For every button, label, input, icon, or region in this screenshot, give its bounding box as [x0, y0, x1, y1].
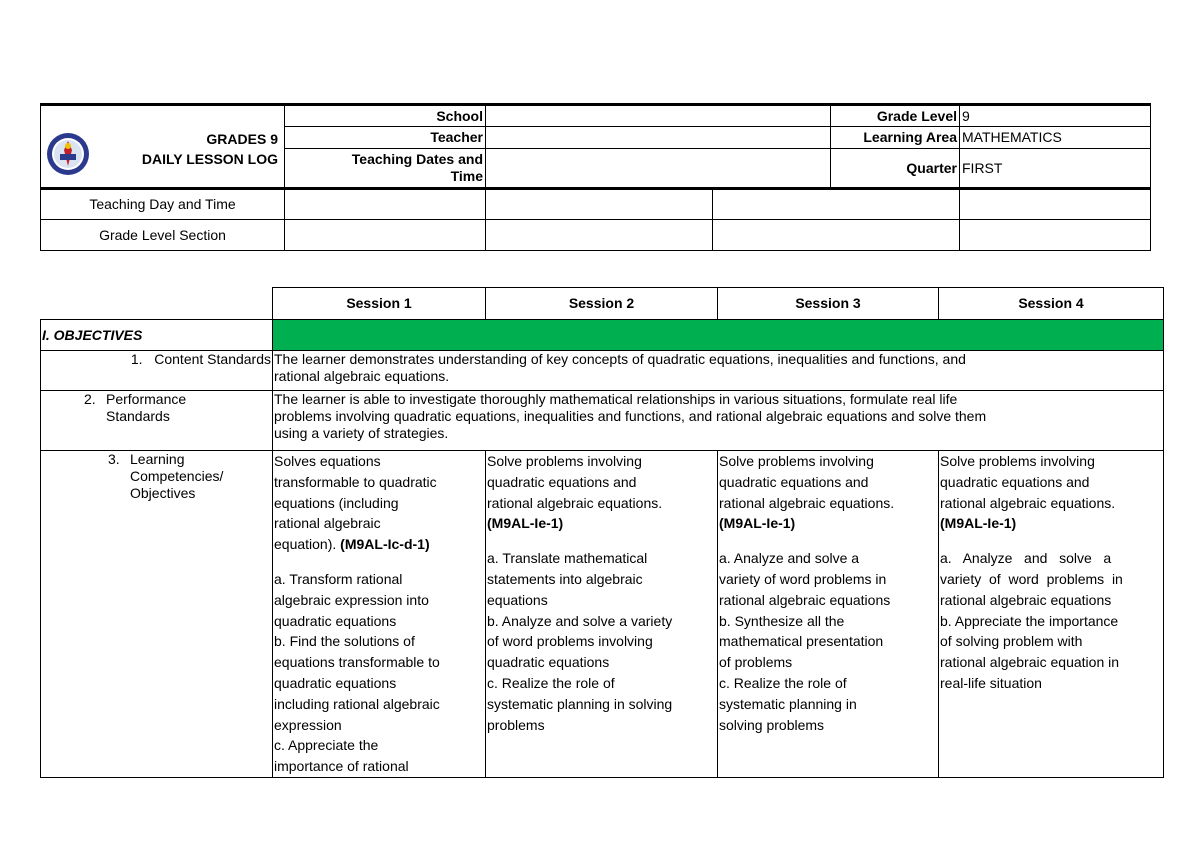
grade-level-section-label: Grade Level Section: [41, 220, 285, 251]
s2-line: Solve problems involving: [487, 453, 642, 469]
teaching-dates-label-line1: Teaching Dates and: [351, 151, 483, 168]
s1-line: equations (including: [274, 494, 399, 511]
s3-obj: a. Analyze and solve a: [719, 550, 860, 567]
session-4-objectives: [939, 451, 1164, 778]
s4-obj: variety of word problems in: [940, 570, 1123, 587]
session-4-header: Session 4: [939, 288, 1164, 320]
s4-line: quadratic equations and: [940, 473, 1090, 490]
performance-label-line2: Standards: [106, 407, 170, 424]
session-1-header: Session 1: [273, 288, 486, 320]
performance-standards-value: [273, 391, 1164, 451]
s2-obj: a. Translate mathematical: [487, 550, 648, 567]
s2-obj: c. Realize the role of: [487, 674, 615, 691]
quarter-label: Quarter: [831, 149, 960, 189]
s4-competency-code: (M9AL-Ie-1): [940, 515, 1017, 532]
learning-label-line2: Competencies/: [130, 467, 224, 484]
objectives-table: [40, 287, 1164, 778]
section-field-3[interactable]: [713, 220, 960, 251]
s3-obj: mathematical presentation: [719, 633, 884, 650]
learning-label-line1: Learning: [130, 451, 185, 467]
s3-obj: c. Realize the role of: [719, 674, 847, 691]
s1-line: Solves equations: [274, 453, 381, 469]
school-field[interactable]: [486, 105, 831, 127]
s4-line: Solve problems involving: [940, 453, 1095, 469]
s4-obj: a. Analyze and solve a: [940, 550, 1112, 567]
s4-line: rational algebraic equations.: [940, 494, 1116, 511]
content-standards-value: [273, 351, 1164, 391]
learning-competencies-label: [41, 451, 273, 778]
s3-obj: rational algebraic equations: [719, 591, 891, 608]
s3-competency-code: (M9AL-Ie-1): [719, 515, 796, 532]
teaching-dates-label: [285, 149, 486, 189]
deped-seal-icon: [46, 132, 90, 176]
s1-obj: a. Transform rational: [274, 570, 403, 587]
content-standards-line1: The learner demonstrates understanding of key concepts of quadratic equations, inequalities and functions, and: [274, 351, 966, 367]
performance-line3: using a variety of strategies.: [274, 424, 449, 441]
s3-obj: systematic planning in: [719, 695, 857, 712]
day-time-field-2[interactable]: [486, 189, 713, 220]
s2-obj: of word problems involving: [487, 633, 653, 650]
s4-obj: of solving problem with: [940, 633, 1083, 650]
s1-line: transformable to quadratic: [274, 473, 437, 490]
objectives-heading: I. OBJECTIVES: [41, 320, 273, 351]
learning-area-value[interactable]: MATHEMATICS: [960, 127, 1151, 149]
section-field-1[interactable]: [285, 220, 486, 251]
session-2-header: Session 2: [486, 288, 718, 320]
performance-standards-num: 2.: [84, 391, 96, 407]
s3-obj: of problems: [719, 654, 793, 671]
s3-obj: solving problems: [719, 716, 825, 733]
s1-line: equation).: [274, 536, 341, 553]
s1-line-code: [274, 534, 484, 555]
section-field-4[interactable]: [960, 220, 1151, 251]
s1-obj: expression: [274, 716, 342, 733]
s3-line: quadratic equations and: [719, 473, 869, 490]
s4-obj: rational algebraic equations: [940, 591, 1112, 608]
grade-level-value[interactable]: 9: [960, 105, 1151, 127]
performance-line1: The learner is able to investigate thoroughly mathematical relationships in various situations, formulate real life: [274, 391, 958, 407]
performance-label-line1: Performance: [106, 391, 187, 407]
content-standards-text: Content Standards: [154, 351, 271, 367]
s2-obj: equations: [487, 591, 548, 608]
teaching-day-time-label: Teaching Day and Time: [41, 189, 285, 220]
s4-obj: b. Appreciate the importance: [940, 612, 1119, 629]
s1-obj: importance of rational: [274, 758, 409, 775]
day-time-field-3[interactable]: [713, 189, 960, 220]
header-info-table: [40, 103, 1151, 251]
s1-line: rational algebraic: [274, 515, 381, 532]
s3-obj: b. Synthesize all the: [719, 612, 845, 629]
s2-obj: b. Analyze and solve a variety: [487, 612, 673, 629]
blank-corner: [41, 288, 273, 320]
s2-competency-code: (M9AL-Ie-1): [487, 515, 564, 532]
section-field-2[interactable]: [486, 220, 713, 251]
school-label: School: [285, 105, 486, 127]
teaching-dates-field[interactable]: [486, 149, 831, 189]
performance-line2: problems involving quadratic equations, inequalities and functions, and rational algebraic equations and solve them: [274, 407, 987, 424]
objectives-green-bar: [273, 320, 1164, 351]
quarter-value[interactable]: FIRST: [960, 149, 1151, 189]
s2-obj: quadratic equations: [487, 654, 610, 671]
s1-obj: algebraic expression into: [274, 591, 429, 608]
s1-competency-code: (M9AL-Ic-d-1): [340, 536, 430, 553]
content-standards-line2: rational algebraic equations.: [274, 367, 450, 384]
performance-standards-label: [41, 391, 273, 451]
s2-line: quadratic equations and: [487, 473, 637, 490]
content-standards-label: [41, 351, 273, 391]
s1-obj: b. Find the solutions of: [274, 633, 415, 650]
s1-obj: including rational algebraic: [274, 695, 440, 712]
s2-obj: statements into algebraic: [487, 570, 643, 587]
session-3-objectives: [718, 451, 939, 778]
session-3-header: Session 3: [718, 288, 939, 320]
session-2-objectives: [486, 451, 718, 778]
s2-obj: problems: [487, 716, 545, 733]
s2-line: rational algebraic equations.: [487, 494, 663, 511]
learning-competencies-num: 3.: [108, 451, 120, 467]
s3-line: rational algebraic equations.: [719, 494, 895, 511]
s3-line: Solve problems involving: [719, 453, 874, 469]
teacher-field[interactable]: [486, 127, 831, 149]
learning-label-line3: Objectives: [130, 484, 196, 501]
content-standards-num: 1.: [130, 351, 143, 367]
s1-obj: quadratic equations: [274, 612, 397, 629]
day-time-field-4[interactable]: [960, 189, 1151, 220]
teaching-dates-label-line2: Time: [450, 168, 483, 184]
day-time-field-1[interactable]: [285, 189, 486, 220]
grade-level-label: Grade Level: [831, 105, 960, 127]
teacher-label: Teacher: [285, 127, 486, 149]
s4-obj: real-life situation: [940, 674, 1042, 691]
session-1-objectives: [273, 451, 486, 778]
s2-obj: systematic planning in solving: [487, 695, 673, 712]
s1-obj: c. Appreciate the: [274, 737, 379, 754]
learning-area-label: Learning Area: [831, 127, 960, 149]
title-grades: GRADES 9: [206, 131, 278, 147]
s1-obj: equations transformable to: [274, 654, 440, 671]
logo-title-cell: [41, 105, 285, 189]
s4-obj: rational algebraic equation in: [940, 654, 1120, 671]
s1-obj: quadratic equations: [274, 674, 397, 691]
title-daily-lesson-log: DAILY LESSON LOG: [141, 151, 278, 167]
s3-obj: variety of word problems in: [719, 570, 887, 587]
log-title: [142, 129, 278, 169]
